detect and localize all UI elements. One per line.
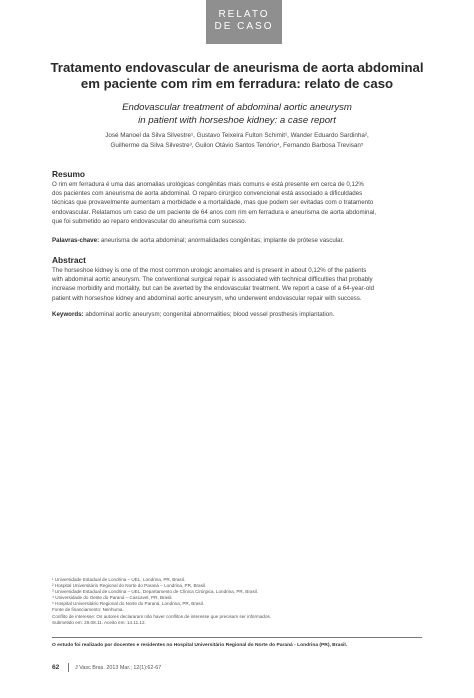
title-line-1: Tratamento endovascular de aneurisma de aorta abdominal [50,60,424,75]
resumo-line: dos pacientes com aneurisma de aorta abdominal. O reparo cirúrgico convencional está associado a dificuldades [52,190,363,198]
article-subtitle [30,101,444,127]
badge-line-1: RELATO [218,9,270,20]
journal-citation: J Vasc Bras. 2013 Mar.; 12(1):62-67 [75,665,162,671]
footnote: ⁵ Hospital Universitário Regional do Norte do Paraná, Londrina, PR, Brasil. [52,601,205,607]
article-title [30,60,444,92]
resumo-line: O rim em ferradura é uma das anomalias urológicas congênitas mais comuns e está presente em cerca de 0,12% [52,181,364,188]
resumo-line: técnicas que provavelmente aumentam a morbidade e a mortalidade, mas que podem ser evitadas com o tratamento [52,199,374,207]
authors-line-1: José Manoel da Silva Silvestre¹, Gustavo Teixeira Fulton Schimit¹, Wander Eduardo Sardinha², [105,132,369,139]
footnote: ³ Universidade Estadual de Londrina – UEL, Departamento de Clínica Cirúrgica, Londrina, PR, Brasil. [52,589,259,595]
footnote: ² Hospital Universitário Regional do Norte do Paraná – Londrina, PR, Brasil. [52,583,207,589]
badge-line-2: DE CASO [214,21,274,32]
resumo-heading: Resumo [52,169,86,179]
abstract-keywords [52,310,416,319]
section-badge [206,0,282,44]
footer-separator [68,663,69,672]
page-number: 62 [52,664,60,671]
footnote: ⁴ Universidade do Oeste do Paraná – Cascavel, PR, Brasil. [52,595,173,601]
footnote: Conflito de interesse: Os autores declararam não haver conflitos de interesse que precisam ser informados. [52,613,272,619]
title-line-2: em paciente com rim em ferradura: relato de caso [80,76,394,91]
footnote: Fonte de financiamento: Nenhuma. [52,607,124,613]
abstract-heading: Abstract [52,255,86,265]
footnote: ¹ Universidade Estadual de Londrina – UEL, Londrina, PR, Brasil. [52,577,186,582]
abstract-line: with abdominal aortic aneurysm. The conventional surgical repair is associated with technical difficulties that probably [52,276,373,284]
resumo-keywords-text: aneurisma de aorta abdominal; anormalidades congênitas; implante de prótese vascular. [99,237,345,244]
author-list [40,131,434,151]
abstract-keywords-label: Keywords: [52,311,84,318]
footnotes [52,577,422,626]
authors-line-2: Guilherme da Silva Silvestre³, Guilon Otávio Santos Tenório⁴, Fernando Barbosa Trevisan⁵ [110,142,364,149]
resumo-body [52,180,416,226]
abstract-line: patient with horseshoe kidney and abdominal aortic aneurysm, who underwent endovascular repair with success. [52,294,362,302]
resumo-keywords-label: Palavras-chave: [52,237,100,244]
subtitle-line-1: Endovascular treatment of abdominal aortic aneurysm [122,102,352,113]
footer-divider [52,637,422,638]
resumo-keywords [52,236,416,245]
subtitle-line-2: in patient with horseshoe kidney: a case report [138,115,336,126]
resumo-line: que foi submetido ao reparo endovascular do aneurisma com sucesso. [52,217,247,225]
abstract-keywords-text: abdominal aortic aneurysm; congenital abnormalities; blood vessel prosthesis implantation. [83,311,335,318]
study-note: O estudo foi realizado por docentes e residentes no Hospital Universitário Regional do Norte do Paraná - Londrina (PR), Brasil. [52,643,348,648]
footnote: Submetido em: 29.08.11. Aceito em: 14.11.12. [52,619,146,625]
resumo-line: endovascular. Relatamos um caso de um paciente de 64 anos com rim em ferradura e aneurisma de aorta abdominal, [52,208,376,216]
abstract-body [52,266,416,303]
abstract-line: The horseshoe kidney is one of the most common urologic anomalies and is present in about 0,12% of the patients [52,267,367,274]
abstract-line: increase morbidity and mortality, but can be averted by the endovascular treatment. We report a case of a 64-year-old [52,285,375,293]
